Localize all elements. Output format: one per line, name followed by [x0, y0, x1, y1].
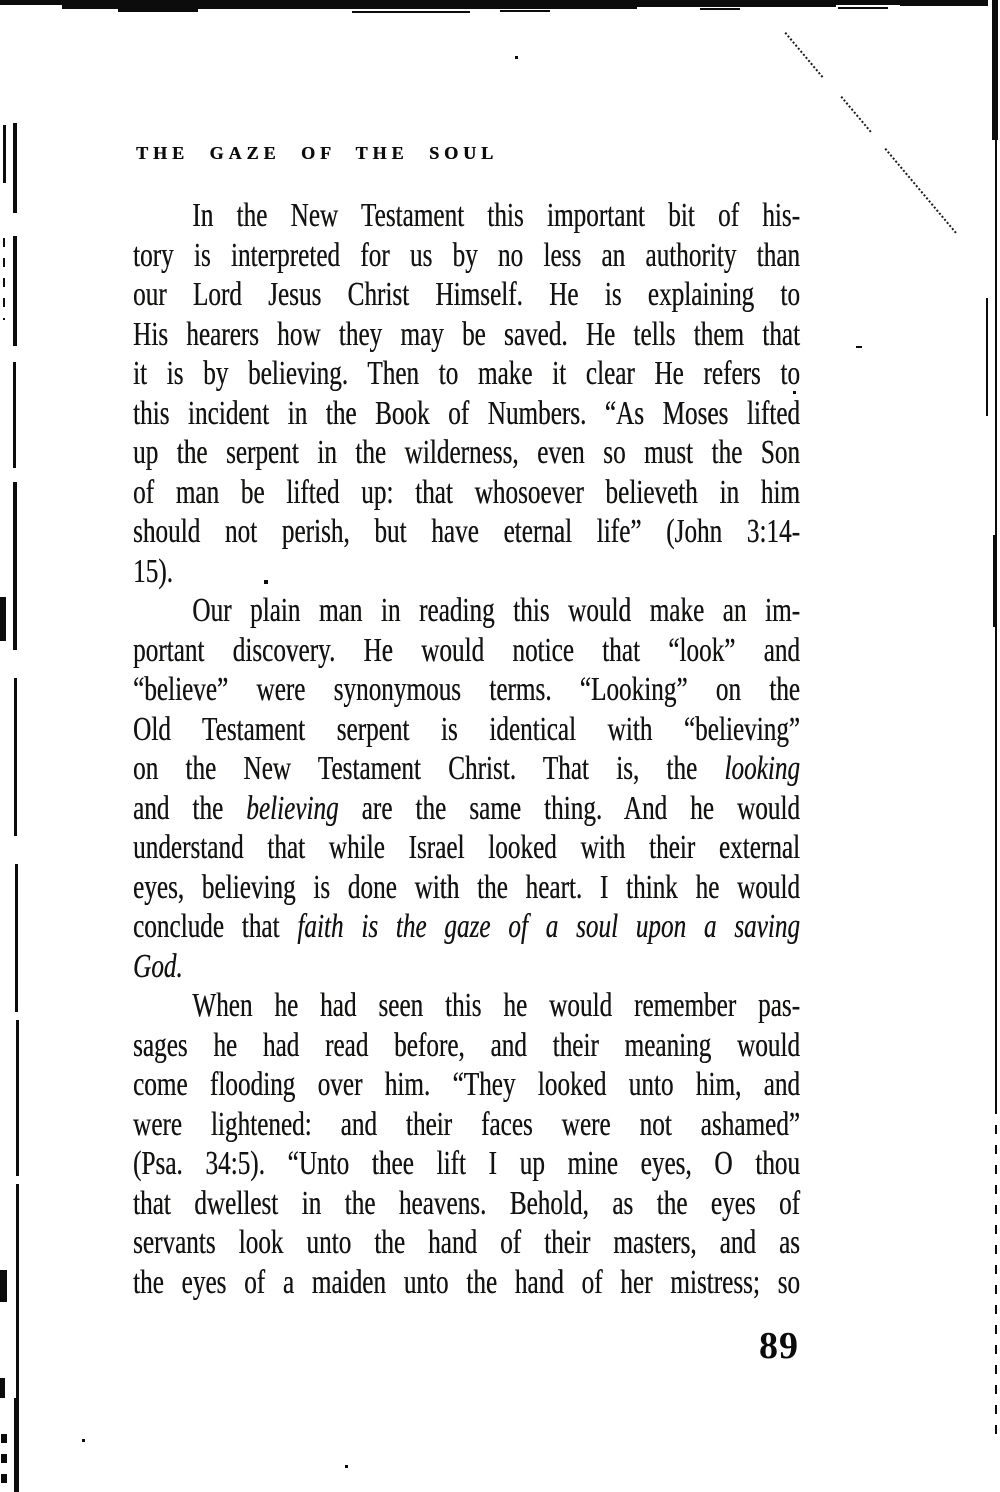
body-text: In the New Testament this important bit of his-: [192, 197, 800, 234]
body-text: our Lord Jesus Christ Himself. He is explaining to: [133, 276, 800, 313]
body-text: were lightened: and their faces were not ashamed”: [133, 1105, 800, 1143]
body-text: and the: [133, 789, 247, 827]
body-line: [133, 275, 800, 315]
body-text: (Psa. 34:5). “Unto thee lift I up mine eyes, O thou: [133, 1145, 800, 1182]
body-text: eyes, believing is done with the heart. I think he would: [133, 868, 800, 906]
body-text-italic: believing: [246, 789, 339, 827]
ink-speck: [82, 1439, 85, 1442]
running-head: THE GAZE OF THE SOUL: [136, 143, 499, 163]
body-line: [133, 631, 800, 671]
scan-line-left: [14, 1398, 19, 1492]
body-line: [133, 868, 800, 908]
body-line: [133, 986, 800, 1026]
body-text-italic: faith is the gaze of a soul upon a saving: [297, 908, 800, 945]
body-line: [133, 947, 800, 987]
scan-blot-left: [0, 1378, 5, 1398]
scan-edge-top-dash: [500, 10, 550, 12]
body-line: [133, 1065, 800, 1105]
scan-scratch-diagonal: [884, 148, 956, 234]
scan-edge-top-dash: [118, 9, 198, 12]
scan-scratch-diagonal: [840, 96, 871, 133]
body-line: [133, 1263, 800, 1303]
body-text: up the serpent in the wilderness, even so must the Son: [133, 434, 800, 471]
scan-line-left: [3, 125, 6, 183]
scan-line-left: [14, 678, 17, 836]
scan-line-left: [13, 123, 17, 213]
scan-edge-top-dash: [700, 8, 740, 10]
body-line: [133, 315, 800, 355]
body-text: understand that while Israel looked with their external: [133, 829, 800, 866]
body-text: this incident in the Book of Numbers. “As Moses lifted: [133, 394, 800, 432]
body-text: tory is interpreted for us by no less an authority than: [133, 236, 800, 274]
body-text: portant discovery. He would notice that “look” and: [133, 631, 800, 669]
body-line: [133, 236, 800, 276]
scan-line-left: [16, 1020, 19, 1176]
body-line: [133, 1105, 800, 1145]
body-text: come flooding over him. “They looked unto him, and: [133, 1066, 800, 1103]
scan-blot-left: [1, 1434, 7, 1492]
body-line: [133, 354, 800, 394]
text-block: [133, 196, 800, 1302]
body-text: Our plain man in reading this would make an im-: [192, 592, 800, 629]
body-line: [133, 552, 800, 592]
body-text: of man be lifted up: that whosoever believeth in him: [133, 473, 800, 511]
scan-line-right: [995, 627, 997, 1105]
page-number: 89: [759, 1325, 799, 1367]
body-line: [133, 1223, 800, 1263]
body-text-italic: God.: [133, 947, 183, 985]
scan-line-left: [15, 864, 18, 1012]
scan-line-left: [13, 362, 16, 468]
scan-blot-left: [0, 597, 6, 641]
scan-line-left: [16, 1184, 19, 1402]
scan-line-left-dashed: [3, 238, 5, 320]
scan-edge-top-dash: [352, 11, 470, 13]
body-text: on the New Testament Christ. That is, the: [133, 750, 725, 787]
body-text: “believe” were synonymous terms. “Looking” on the: [133, 671, 800, 708]
body-text: His hearers how they may be saved. He tells them that: [133, 315, 800, 353]
body-text: that dwellest in the heavens. Behold, as the eyes of: [133, 1184, 800, 1222]
ink-speck: [345, 1465, 348, 1468]
body-line: [133, 473, 800, 513]
scan-line-right: [993, 535, 997, 627]
scan-edge-top-dash: [838, 7, 888, 9]
scan-line-right: [995, 140, 997, 540]
scan-scratch-diagonal: [784, 32, 823, 78]
body-line: [133, 710, 800, 750]
body-line: [133, 196, 800, 236]
body-text: 15).: [133, 552, 173, 590]
body-text: When he had seen this he would remember pas-: [192, 987, 800, 1024]
body-line: [133, 789, 800, 829]
scan-line-right-dashed: [995, 1105, 997, 1440]
body-text: servants look unto the hand of their masters, and as: [133, 1224, 800, 1261]
scan-line-left: [13, 236, 17, 346]
body-line: [133, 394, 800, 434]
body-text: the eyes of a maiden unto the hand of her mistress; so: [133, 1263, 800, 1301]
body-text: sages he had read before, and their meaning would: [133, 1026, 800, 1064]
body-text: are the same thing. And he would: [338, 789, 800, 827]
ink-speck: [515, 56, 518, 59]
ink-speck: [856, 346, 862, 348]
body-line: [133, 1184, 800, 1224]
scan-blot-left: [0, 1270, 7, 1302]
body-text: Old Testament serpent is identical with “believing”: [133, 710, 800, 748]
scan-line-left: [13, 482, 17, 650]
body-line: [133, 433, 800, 473]
scan-edge-top: [636, 4, 836, 7]
body-text: it is by believing. Then to make it clear He refers to: [133, 355, 800, 392]
body-text-italic: looking: [724, 750, 800, 787]
body-line: [133, 670, 800, 710]
body-line: [133, 749, 800, 789]
body-line: [133, 1144, 800, 1184]
body-line: [133, 512, 800, 552]
body-text: conclude that: [133, 908, 298, 945]
scan-line-right: [992, 0, 998, 140]
body-line: [133, 828, 800, 868]
body-line: [133, 591, 800, 631]
body-line: [133, 1026, 800, 1066]
body-text: should not perish, but have eternal life” (John 3:14-: [133, 513, 800, 550]
body-line: [133, 907, 800, 947]
scan-line-right: [986, 298, 988, 416]
scan-edge-top: [900, 3, 988, 6]
